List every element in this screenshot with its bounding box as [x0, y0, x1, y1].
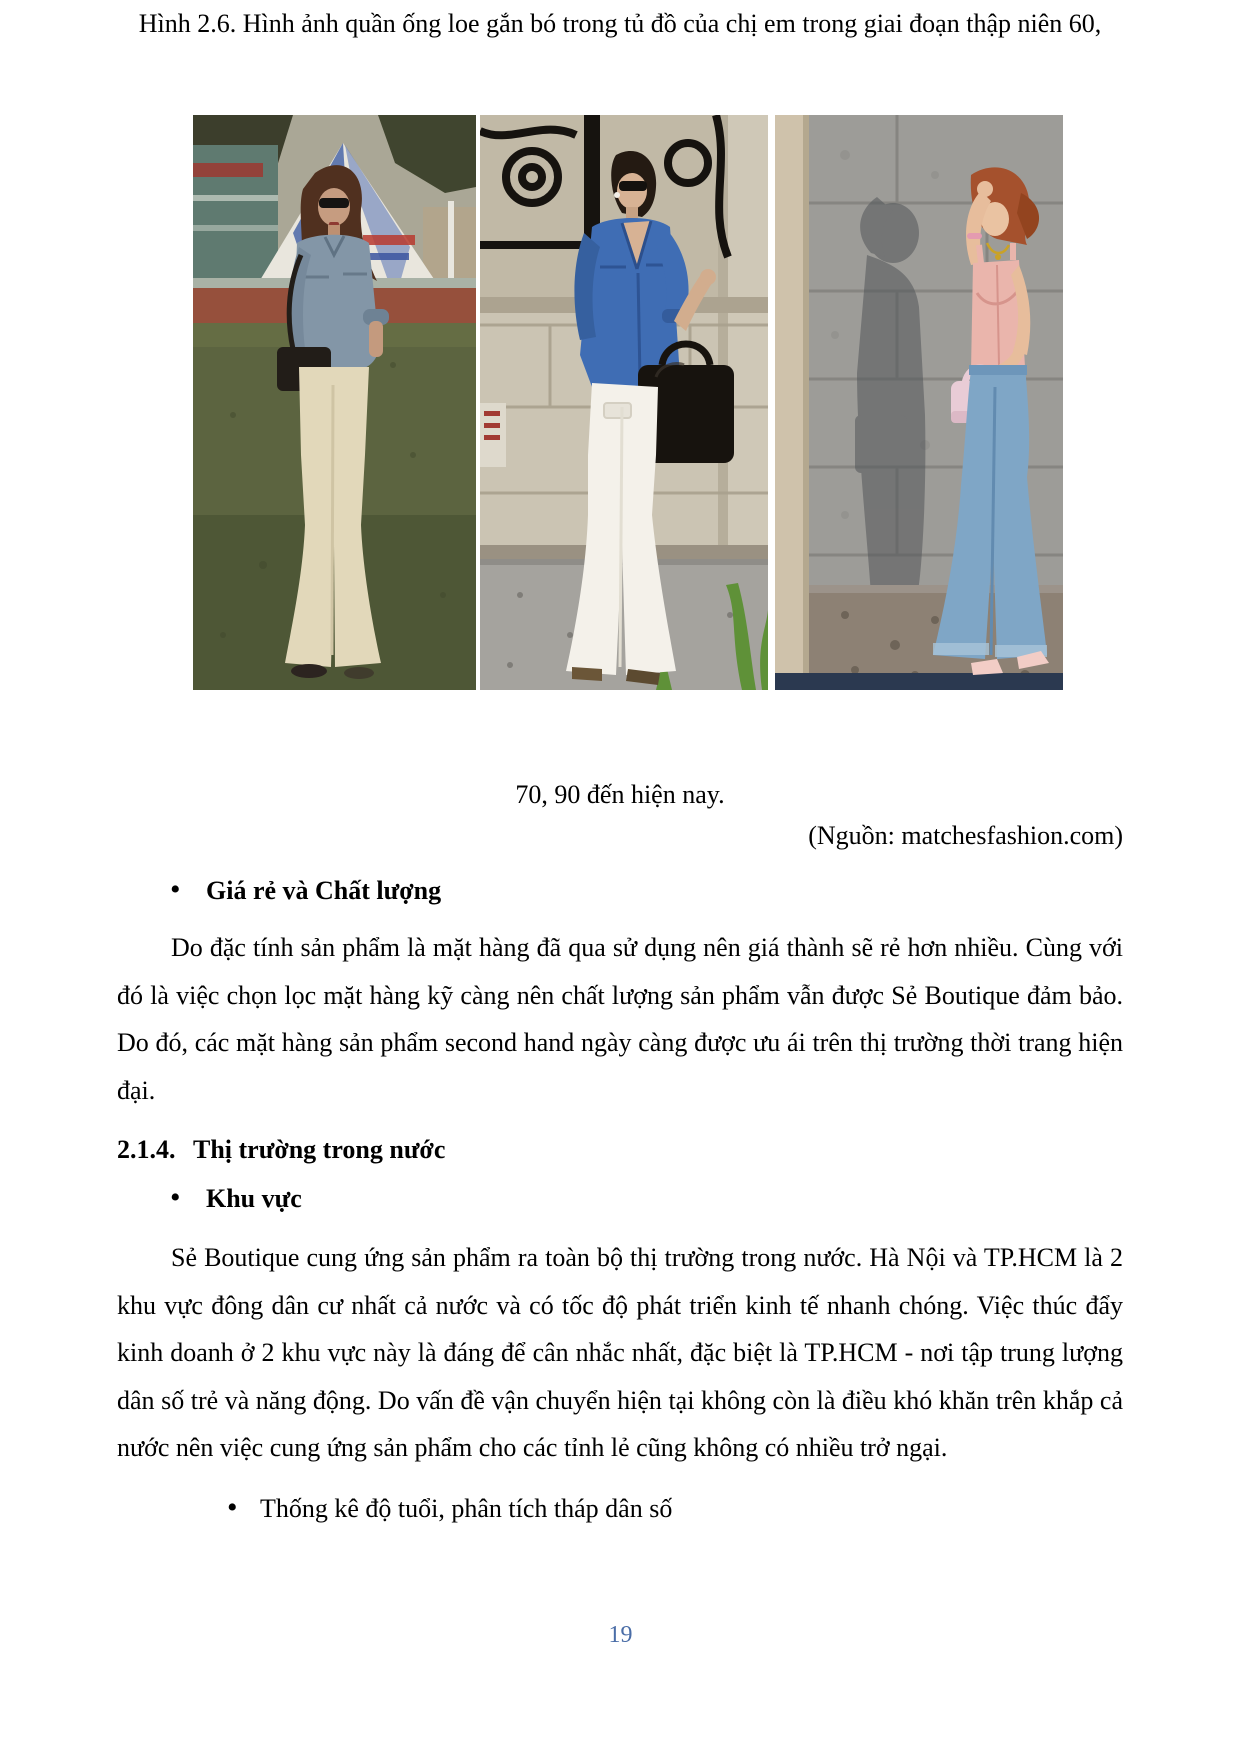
bullet-icon: • — [227, 1491, 238, 1524]
figure-photo-strip — [193, 115, 1063, 690]
bullet-region-label: Khu vực — [206, 1184, 302, 1213]
figure-caption-text-2: 70, 90 đến hiện nay. — [515, 780, 725, 809]
figure-source-text: (Nguồn: matchesfashion.com) — [808, 821, 1123, 850]
bullet-icon: • — [170, 873, 181, 906]
photo-denim-cream-illustration — [193, 115, 476, 690]
figure-caption-line-1 — [117, 0, 1123, 48]
figure-photo-3 — [775, 115, 1063, 690]
bullet-statistics — [117, 1484, 1123, 1533]
figure-photo-2 — [480, 115, 768, 690]
page-number: 19 — [608, 1622, 633, 1648]
heading-domestic-market — [117, 1126, 1123, 1174]
paragraph-price-quality: Do đặc tính sản phẩm là mặt hàng đã qua sử dụng nên giá thành sẽ rẻ hơn nhiều. Cùng với đó là việc chọn lọc mặt hàng kỹ càng nên chất lượng sản phẩm vẫn được Sẻ Boutique đảm bảo. Do đó, các mặt hàng sản phẩm second hand ngày càng được ưu ái trên thị trường thời trang hiện đại. — [117, 933, 1123, 1105]
bullet-region — [117, 1174, 1123, 1223]
figure-photo-1 — [193, 115, 476, 690]
bullet-price-quality — [117, 866, 1123, 915]
photo-pink-denim-illustration — [775, 115, 1063, 690]
heading-number: 2.1.4. — [117, 1135, 176, 1164]
bullet-icon: • — [170, 1181, 181, 1214]
paragraph-region: Sẻ Boutique cung ứng sản phẩm ra toàn bộ thị trường trong nước. Hà Nội và TP.HCM là 2 khu vực đông dân cư nhất cả nước và có tốc độ phát triển kinh tế nhanh chóng. Việc thúc đẩy kinh doanh ở 2 khu vực này là đáng để cân nhắc nhất, đặc biệt là TP.HCM - nơi tập trung lượng dân số trẻ và năng động. Do vấn đề vận chuyển hiện tại không còn là điều khó khăn trên khắp cả nước nên việc cung ứng sản phẩm cho các tỉnh lẻ cũng không có nhiều trở ngại. — [117, 1243, 1123, 1462]
bullet-statistics-label: Thống kê độ tuổi, phân tích tháp dân số — [260, 1494, 673, 1523]
figure-source — [117, 812, 1123, 860]
photo-blue-white-illustration — [480, 115, 768, 690]
heading-title: Thị trường trong nước — [193, 1135, 446, 1164]
figure-caption-text-1: Hình 2.6. Hình ảnh quần ống loe gắn bó trong tủ đồ của chị em trong giai đoạn thập niên 60, — [138, 9, 1102, 38]
bullet-price-quality-label: Giá rẻ và Chất lượng — [206, 876, 442, 905]
